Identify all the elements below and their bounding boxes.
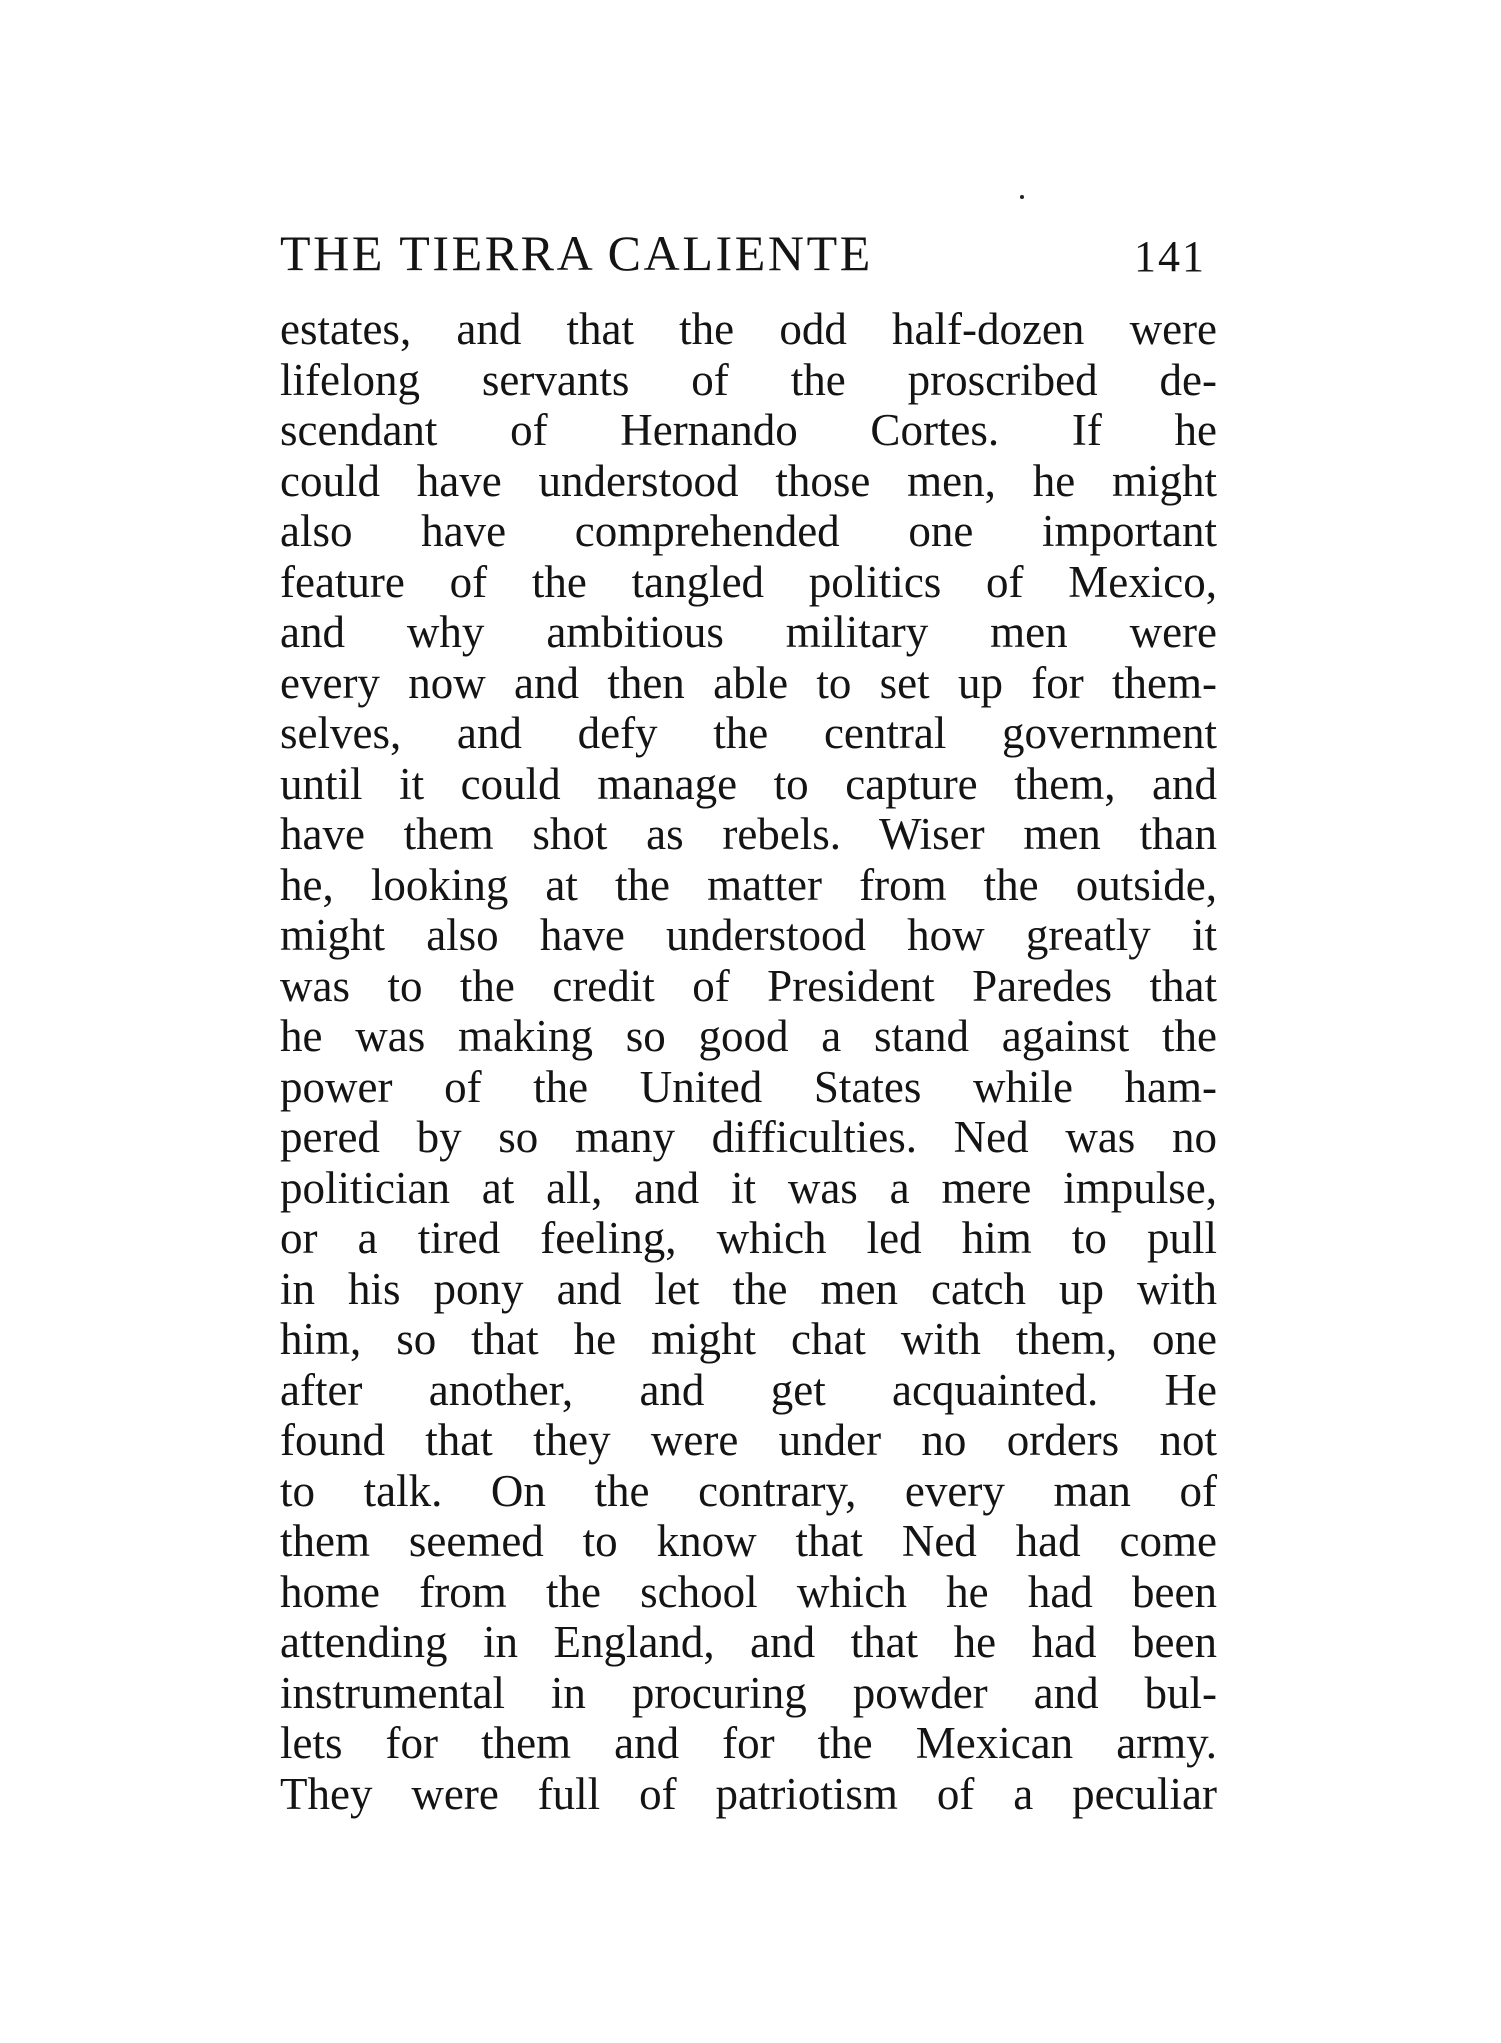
text-line: might also have understood how greatly it: [280, 910, 1217, 960]
text-line: or a tired feeling, which led him to pull: [280, 1213, 1217, 1263]
text-line: to talk. On the contrary, every man of: [280, 1465, 1217, 1516]
text-line: politician at all, and it was a mere impulse,: [280, 1162, 1217, 1213]
text-line: They were full of patriotism of a peculiar: [280, 1768, 1217, 1819]
text-line: after another, and get acquainted. He: [280, 1364, 1217, 1415]
body-text: [280, 304, 1217, 1819]
text-line: lets for them and for the Mexican army.: [280, 1718, 1217, 1768]
text-line: have them shot as rebels. Wiser men than: [280, 809, 1217, 859]
text-line: them seemed to know that Ned had come: [280, 1516, 1217, 1566]
text-line: he was making so good a stand against the: [280, 1011, 1217, 1061]
text-line: attending in England, and that he had been: [280, 1617, 1217, 1667]
ink-speck: [1020, 195, 1024, 199]
text-line: selves, and defy the central government: [280, 708, 1217, 758]
running-head: [280, 218, 1220, 288]
text-line: and why ambitious military men were: [280, 607, 1217, 657]
text-line: feature of the tangled politics of Mexico,: [280, 556, 1217, 607]
text-line: him, so that he might chat with them, one: [280, 1314, 1217, 1364]
text-line: instrumental in procuring powder and bul-: [280, 1667, 1217, 1718]
text-line: every now and then able to set up for them-: [280, 657, 1217, 708]
text-line: in his pony and let the men catch up with: [280, 1263, 1217, 1314]
text-line: he, looking at the matter from the outside,: [280, 859, 1217, 910]
text-line: home from the school which he had been: [280, 1566, 1217, 1617]
text-line: pered by so many difficulties. Ned was no: [280, 1112, 1217, 1162]
text-line: also have comprehended one important: [280, 506, 1217, 556]
text-line: scendant of Hernando Cortes. If he: [280, 405, 1217, 455]
text-line: power of the United States while ham-: [280, 1061, 1217, 1112]
text-line: could have understood those men, he might: [280, 455, 1217, 506]
text-line: found that they were under no orders not: [280, 1415, 1217, 1465]
running-title: THE TIERRA CALIENTE: [280, 225, 873, 281]
text-line: was to the credit of President Paredes that: [280, 960, 1217, 1011]
page-number: 141: [1134, 232, 1206, 281]
text-line: until it could manage to capture them, and: [280, 758, 1217, 809]
text-line: estates, and that the odd half-dozen were: [280, 304, 1217, 354]
text-line: lifelong servants of the proscribed de-: [280, 354, 1217, 405]
